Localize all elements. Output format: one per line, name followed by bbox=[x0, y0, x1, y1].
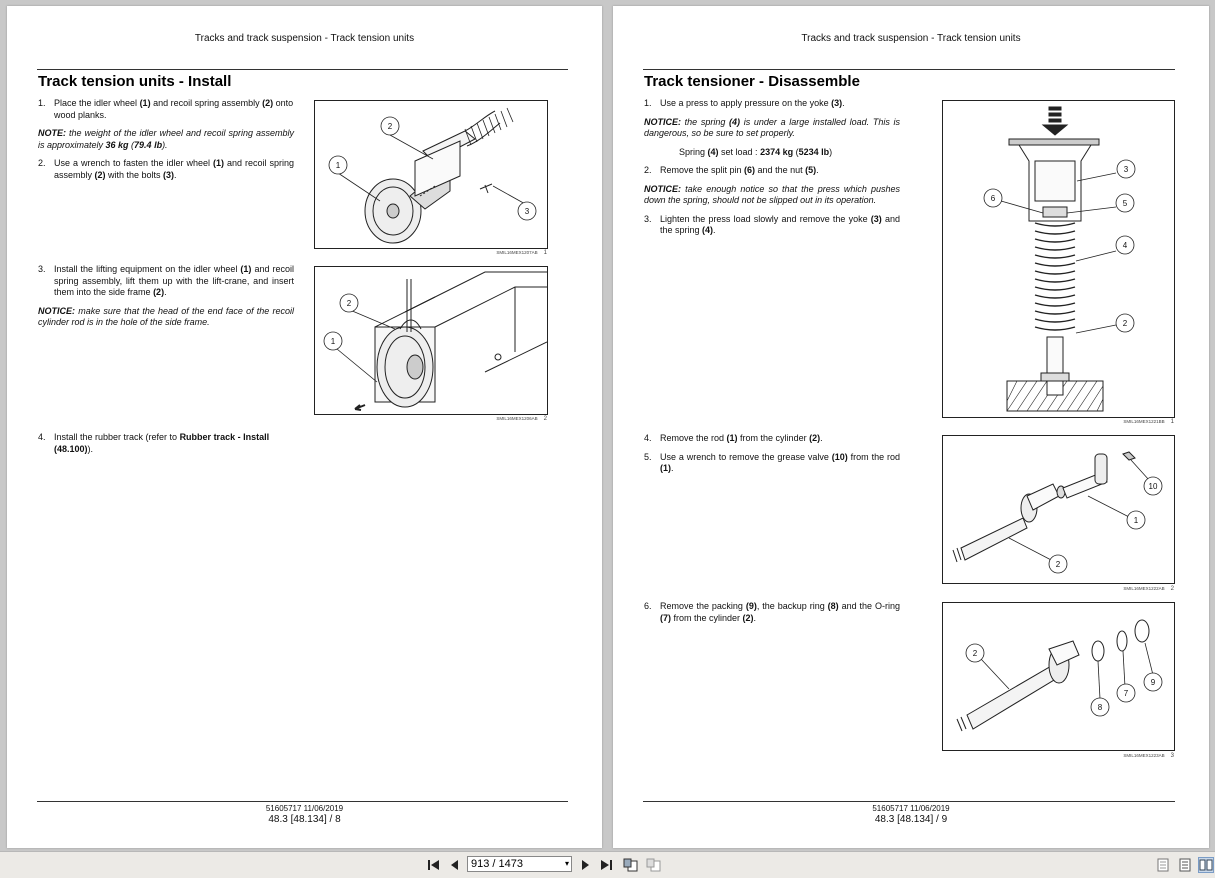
install-steps-block-3 bbox=[38, 432, 294, 455]
step-5: 5. Use a wrench to remove the grease valve (10) from the rod (1). bbox=[644, 451, 900, 473]
document-page-right bbox=[613, 6, 1209, 848]
step-4: 4. Install the rubber track (refer to Rubber track - Install (48.100)). bbox=[38, 432, 270, 454]
section-title: Track tension units - Install bbox=[38, 73, 232, 90]
figure-caption: SMIL16MEX1222AB 2 bbox=[1123, 586, 1174, 592]
page-indicator-text: 913 / 1473 bbox=[471, 858, 523, 870]
step-1: 1. Place the idler wheel (1) and recoil spring assembly (2) onto wood planks. bbox=[38, 98, 294, 120]
note-weight: NOTE: the weight of the idler wheel and recoil spring assembly is approximately 36 kg (79.4 lb). bbox=[38, 128, 294, 150]
header-rule bbox=[643, 69, 1175, 70]
footer-page-number: 48.3 [48.134] / 8 bbox=[268, 814, 341, 825]
previous-page-icon[interactable] bbox=[447, 857, 463, 873]
step-2: 2. Use a wrench to fasten the idler wheel (1) and recoil spring assembly (2) with the bolts (3). bbox=[38, 158, 294, 180]
callout-5: 5 bbox=[1122, 199, 1128, 208]
callout-9: 9 bbox=[1150, 678, 1156, 687]
callout-2: 2 bbox=[972, 649, 978, 658]
callout-6: 6 bbox=[990, 194, 996, 203]
viewer-toolbar bbox=[0, 851, 1215, 878]
install-steps-block-1 bbox=[38, 98, 294, 181]
figure-rod-removal bbox=[942, 435, 1175, 584]
figure-idler-wheel-assembly bbox=[314, 100, 548, 249]
disassemble-steps-block-2 bbox=[644, 433, 900, 475]
next-page-icon[interactable] bbox=[577, 857, 593, 873]
callout-7: 7 bbox=[1123, 689, 1129, 698]
footer-page-number: 48.3 [48.134] / 9 bbox=[874, 814, 948, 825]
spring-set-load-spec: Spring (4) set load : 2374 kg (5234 lb) bbox=[679, 146, 833, 157]
notice-press-slip: NOTICE: take enough notice so that the press which pushes down the spring, should not be slipped out in its operation. bbox=[644, 183, 900, 205]
step-3: 3. Lighten the press load slowly and remove the yoke (3) and the spring (4). bbox=[644, 213, 900, 235]
document-page-left bbox=[7, 6, 602, 848]
disassemble-steps-block-1 bbox=[644, 98, 900, 237]
continuous-view-icon[interactable] bbox=[1177, 857, 1193, 873]
notice-rod-head: NOTICE: make sure that the head of the end face of the recoil cylinder rod is in the hole of the side frame. bbox=[38, 305, 294, 327]
rotate-left-icon[interactable] bbox=[623, 857, 639, 873]
callout-10: 10 bbox=[1148, 482, 1158, 491]
last-page-icon[interactable] bbox=[598, 857, 614, 873]
footer-rule bbox=[643, 801, 1175, 802]
callout-2: 2 bbox=[346, 299, 352, 308]
page-number-input[interactable] bbox=[467, 856, 572, 872]
callout-2: 2 bbox=[1122, 319, 1128, 328]
callout-3: 3 bbox=[524, 207, 530, 216]
section-title: Track tensioner - Disassemble bbox=[644, 73, 860, 90]
step-3: 3. Install the lifting equipment on the idler wheel (1) and recoil spring assembly, lift them up with the lift-crane, and insert them into the side frame (2). bbox=[38, 264, 295, 297]
figure-caption: SMIL16MEX1207AB 1 bbox=[496, 250, 547, 256]
step-2: 2. Remove the split pin (6) and the nut (5). bbox=[644, 165, 819, 175]
rotate-right-icon[interactable] bbox=[646, 857, 662, 873]
idler-wheel-illustration bbox=[315, 101, 547, 248]
install-steps-block-2 bbox=[38, 264, 294, 329]
footer-rule bbox=[37, 801, 568, 802]
rod-removal-illustration bbox=[943, 436, 1174, 583]
single-page-view-icon[interactable] bbox=[1155, 857, 1171, 873]
callout-2: 2 bbox=[387, 122, 393, 131]
disassemble-steps-block-3 bbox=[644, 601, 900, 624]
two-page-view-icon[interactable] bbox=[1198, 857, 1214, 873]
step-4: 4. Remove the rod (1) from the cylinder (2). bbox=[644, 433, 823, 443]
figure-caption: SMIL16MEX1206AB 2 bbox=[496, 416, 547, 422]
footer-document-id: 51605717 11/06/2019 bbox=[872, 804, 950, 813]
callout-2: 2 bbox=[1055, 560, 1061, 569]
footer-document-id: 51605717 11/06/2019 bbox=[265, 804, 344, 813]
header-rule bbox=[37, 69, 568, 70]
figure-press-spring bbox=[942, 100, 1175, 418]
figure-seal-removal bbox=[942, 602, 1175, 751]
step-1: 1. Use a press to apply pressure on the yoke (3). bbox=[644, 98, 845, 108]
press-spring-illustration bbox=[943, 101, 1174, 417]
figure-caption: SMIL16MEX1221BB 1 bbox=[1123, 419, 1174, 425]
seal-removal-illustration bbox=[943, 603, 1174, 750]
running-head: Tracks and track suspension - Track tension units bbox=[194, 33, 415, 44]
step-6: 6. Remove the packing (9), the backup ring (8) and the O-ring (7) from the cylinder (2). bbox=[644, 601, 900, 623]
figure-caption: SMIL16MEX1223AB 3 bbox=[1123, 753, 1174, 759]
notice-spring-load: NOTICE: the spring (4) is under a large installed load. This is dangerous, so be sure to set properly. bbox=[644, 116, 900, 138]
figure-side-frame-insert bbox=[314, 266, 548, 415]
running-head: Tracks and track suspension - Track tension units bbox=[801, 33, 1021, 44]
callout-3: 3 bbox=[1123, 165, 1129, 174]
callout-1: 1 bbox=[330, 337, 336, 346]
callout-8: 8 bbox=[1097, 703, 1103, 712]
callout-1: 1 bbox=[1133, 516, 1139, 525]
first-page-icon[interactable] bbox=[426, 857, 442, 873]
side-frame-illustration bbox=[315, 267, 547, 414]
page-dropdown-icon[interactable]: ▾ bbox=[564, 859, 569, 868]
callout-1: 1 bbox=[335, 161, 341, 170]
callout-4: 4 bbox=[1122, 241, 1128, 250]
